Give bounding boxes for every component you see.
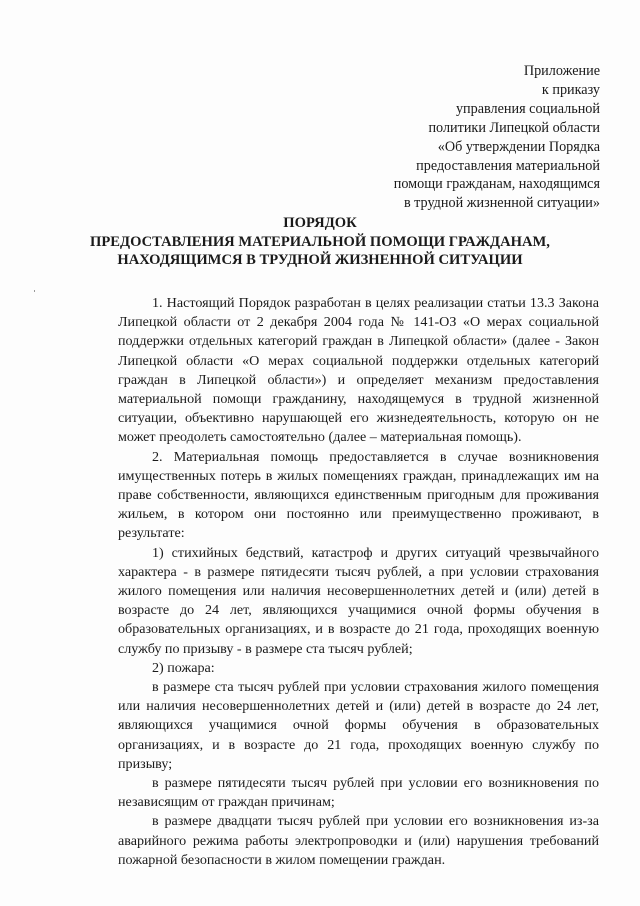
title-line: НАХОДЯЩИМСЯ В ТРУДНОЙ ЖИЗНЕННОЙ СИТУАЦИИ: [117, 252, 523, 268]
title-line: ПОРЯДОК: [283, 215, 357, 231]
paragraph-fire-insured: в размере ста тысяч рублей при условии страхования жилого помещения или наличия несовершеннолетних детей и (или) детей в возрасте до 24 лет, являющихся учащимися очной формы обучения в образовательных организациях, и в возрасте до 21 года, проходящих военную службу по призыву;: [118, 679, 599, 772]
appendix-line: в трудной жизненной ситуации»: [403, 195, 600, 212]
appendix-line: предоставления материальной: [416, 157, 600, 174]
document-title: [60, 214, 580, 270]
paragraph-2-item-2: 2) пожара:: [152, 659, 215, 676]
paragraph-fire-wiring: в размере двадцати тысяч рублей при условии его возникновения из-за аварийного режима работы электропроводки и (или) нарушения требований пожарной безопасности в жилом помещении граждан.: [118, 813, 599, 868]
paragraph-2: 2. Материальная помощь предоставляется в случае возникновения имущественных потерь в жилых помещениях граждан, принадлежащих им на праве собственности, являющихся единственным пригодным для проживания жильем, в котором они постоянно или преимущественно проживают, в результате:: [118, 448, 599, 542]
scan-mark: [34, 290, 35, 292]
appendix-line: Приложение: [523, 63, 600, 79]
appendix-line: к приказу: [541, 81, 600, 98]
appendix-line: «Об утверждении Порядка: [437, 138, 600, 155]
appendix-block: [340, 62, 600, 213]
paragraph-fire-independent: в размере пятидесяти тысяч рублей при условии его возникновения по независящим от граждан причинам;: [118, 775, 599, 811]
appendix-line: политики Липецкой области: [428, 119, 600, 136]
appendix-line: управления социальной: [455, 100, 600, 117]
title-line: ПРЕДОСТАВЛЕНИЯ МАТЕРИАЛЬНОЙ ПОМОЩИ ГРАЖДАНАМ,: [90, 233, 550, 250]
paragraph-1: 1. Настоящий Порядок разработан в целях реализации статьи 13.3 Закона Липецкой области от 2 декабря 2004 года № 141-ОЗ «О мерах социальной поддержки отдельных категорий граждан в Липецкой области» (далее - Закон Липецкой области «О мерах социальной поддержки отдельных категорий граждан в Липецкой области») и определяет механизм предоставления материальной помощи гражданину, находящемуся в трудной жизненной ситуации, объективно нарушающей его жизнедеятельность, которую он не может преодолеть самостоятельно (далее – материальная помощь).: [118, 295, 599, 446]
appendix-line: помощи гражданам, находящимся: [393, 176, 600, 193]
document-body: [118, 294, 599, 870]
paragraph-2-item-1: 1) стихийных бедствий, катастроф и других ситуаций чрезвычайного характера - в размере пятидесяти тысяч рублей, а при условии страхования жилого помещения или наличия несовершеннолетних детей и (или) детей в возрасте до 24 лет, являющихся учащимися очной формы обучения в образовательных организациях, и в возрасте до 21 года, проходящих военную службу по призыву - в размере ста тысяч рублей;: [118, 544, 599, 657]
